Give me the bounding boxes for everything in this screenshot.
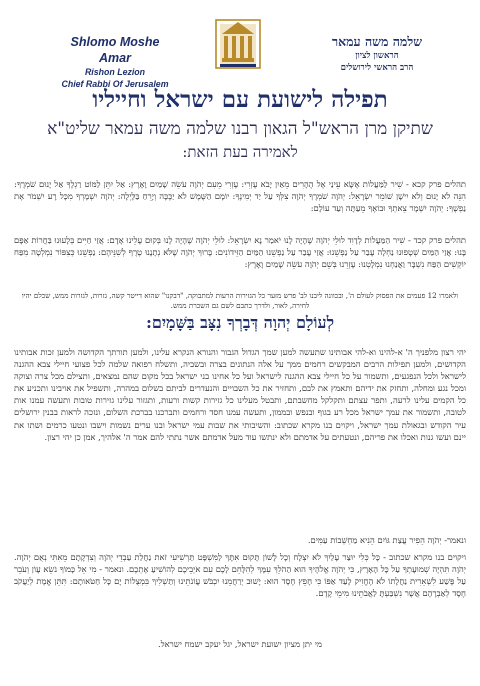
rabbi-title-english-1: Rishon Lezion xyxy=(84,67,146,77)
psalm-121-text: תהלים פרק קכא - שִׁיר לַמַּעֲלוֹת אֶשָּׂא עֵינַי אֶל הֶהָרִים מֵאַיִן יָבֹא עֶזְרִי: עֶזְרִי מֵעִם יְהֹוָה עֹשֵׂה שָׁמַיִם וָאָרֶץ: אַל יִתֵּן לַמּוֹט רַגְלֶךָ אַל יָנוּם שֹׁמְרֶךָ: הִנֵּה לֹא יָנוּם וְלֹא יִישָׁן שׁוֹמֵר יִשְׂרָאֵל: יְהֹוָה שֹׁמְרֶךָ יְהֹוָה צִלְּךָ עַל יַד יְמִינֶךָ: יוֹמָם הַשֶּׁמֶשׁ לֹא יַכֶּכָּה וְיָרֵחַ בַּלָּיְלָה: יְהֹוָה יִשְׁמָרְךָ מִכָּל רָע יִשְׁמֹר אֶת נַפְשֶׁךָ: יְהֹוָה יִשְׁמָר צֵאתְךָ וּבוֹאֶךָ מֵעַתָּה וְעַד עוֹלָם: xyxy=(14,179,466,214)
prayer-paragraph-scripture: ויקוים בנו מקרא שכתוב - כָּל כְּלִי יוּצַר עָלַיִךְ לֹא יִצְלָח וְכָל לָשׁוֹן תָּקוּם אִתָּךְ לַמִּשְׁפָּט תַּרְשִׁיעִי זֹאת נַחֲלַת עַבְדֵי יְהֹוָה וְצִדְקָתָם מֵאִתִּי נְאֻם יְהֹוָה. יְהֹוָה תִּהְיֶה שְׁמוּעָתְךָ עַל כָּל הָאָרֶץ, כִּי יְהֹוָה אֱלֹהֶיךָ הוּא הַהֹלֵךְ עִמָּךְ לְהִלָּחֵם לָכֶם עִם אֹיְבֵיכֶם לְהוֹשִׁיעַ אֶתְכֶם. ונאמר - מִי אֵל כָּמוֹךָ נֹשֵׂא עָוֹן וְעֹבֵר עַל פֶּשַׁע לִשְׁאֵרִית נַחֲלָתוֹ לֹא הֶחֱזִיק לָעַד אַפּוֹ כִּי חָפֵץ חֶסֶד הוּא: יָשׁוּב יְרַחֲמֵנוּ יִכְבֹּשׁ עֲוֹנֹתֵינוּ וְתַשְׁלִיךְ בִּמְצֻלוֹת יָם כָּל חַטֹּאותָם: תִּתֵּן אֱמֶת לְיַעֲקֹב חֶסֶד לְאַבְרָהָם אֲשֶׁר נִשְׁבַּעְתָּ לַאֲבֹתֵינוּ מִימֵי קֶדֶם. xyxy=(14,552,466,599)
prayer-paragraph-verse: ונאמר- יְהֹוָה הֵפִיר עֲצַת גּוֹיִם הֵנִיא מַחְשְׁבוֹת עַמִּים. xyxy=(307,535,466,545)
rabbi-title-hebrew-2: הרב הראשי לירושלים xyxy=(340,63,414,73)
header-english-block xyxy=(56,34,174,90)
rabbi-title-hebrew-1: הראשון לציון xyxy=(355,51,399,61)
rabbi-title-english-2: Chief Rabbi Of Jerusalem xyxy=(61,79,169,89)
rabbi-name-hebrew: שלמה משה עמאר xyxy=(331,34,423,49)
header-hebrew-block xyxy=(318,34,436,74)
prayer-instruction: לאמירה בעת הזאת: xyxy=(182,143,298,161)
prayer-main-title: תפילה לישועת עם ישראל וחייליו xyxy=(92,86,388,113)
prayer-paragraph-main: יהי רצון מלפניך ה' א-להינו וא-להי אבותינו שתעשה למען שמך הגדול הגבור והנורא הנקרא עלינו, ולמען תורתך הקדושה ולמען זכות אבותינו הקדושים, ולמען תפילות הרבים המבקשים רחמים ממך על אלה הנתונים בצרה ובשביה, ותשלח רפואה שלמה לכל פצועי חיילי צבא ההגנה לישראל ולכל הנפגעים, ותשמור על כל חיילי צבא ההגנה לישראל ועל כל אחינו בני ישראל בכל מקום שהם נמצאים, ותצילם מכל צרה וצוקה ומכל נגע ומחלה, ותחזק את ידיהם ותאמץ את לבם, ותחזיר את כל השבויים והנעדרים לביתם בשלום במהרה, ותשפיל את אויבינו ותכניע את כל הקמים עלינו לרעה, ותפר עצתם ותקלקל מחשבתם, ותבטל מעלינו כל גזירות קשות ורעות, ותגזור עלינו גזירות טובות ותעשה עמנו אות לטובה, ותשמור את עמך ישראל מכל רע בגוף ובנפש ובממון, ותעשה עמנו חסד ורחמים ותברכנו בברכת השלום, ונזכה לראות בבנין ירושלים עיר הקודש ובגאולת עמך ישראל, ויקוים בנו מקרא שכתוב: והשיבותי את שבות עמי ישראל ובנו ערים נשמות וישבו ונטעו כרמים ושתו את יינם ועשו גנות ואכלו את פריהם, ונטעתים על אדמתם ולא ינתשו עוד מעל אדמתם אשר נתתי להם אמר ה' אלהיך, אמן כן יהי רצון. xyxy=(14,347,466,442)
rabbi-name-english: Shlomo Moshe Amar xyxy=(70,35,160,65)
verse-heading: לְעוֹלָם יְהוָה דְּבָרְךָ נִצָּב בַּשָּׁמָיִם: xyxy=(145,313,335,332)
chief-rabbinate-emblem-icon xyxy=(212,12,264,72)
prayer-closing-line: מי יתן מציון ישועת ישראל, יגל יעקב ישמח ישראל. xyxy=(158,639,322,649)
psalm-124-text: תהלים פרק קכד - שִׁיר הַמַּעֲלוֹת לְדָוִד לוּלֵי יְהֹוָה שֶׁהָיָה לָנוּ יֹאמַר נָא יִשְׂרָאֵל: לוּלֵי יְהֹוָה שֶׁהָיָה לָנוּ בְּקוּם עָלֵינוּ אָדָם: אֲזַי חַיִּים בְּלָעוּנוּ בַּחֲרוֹת אַפָּם בָּנוּ: אֲזַי הַמַּיִם שְׁטָפוּנוּ נַחְלָה עָבַר עַל נַפְשֵׁנוּ: אֲזַי עָבַר עַל נַפְשֵׁנוּ הַמַּיִם הַזֵּידוֹנִים: בָּרוּךְ יְהֹוָה שֶׁלֹּא נְתָנָנוּ טֶרֶף לְשִׁנֵּיהֶם: נַפְשֵׁנוּ כְּצִפּוֹר נִמְלְטָה מִפַּח יוֹקְשִׁים הַפַּח נִשְׁבָּר וַאֲנַחְנוּ נִמְלָטְנוּ: עֶזְרֵנוּ בְּשֵׁם יְהֹוָה עֹשֵׂה שָׁמַיִם וָאָרֶץ: xyxy=(14,235,466,270)
prayer-subtitle: שתיקן מרן הראש"ל הגאון רבנו שלמה משה עמאר שליט"א xyxy=(47,119,433,139)
recitation-note: ולאמרו 12 פעמים את הפסוק לעולם ה', ובכוונה ליבנו לב' פרש מזער כל הגזירות הרעות למתבוקה, "דבקנו" שהוא דייטר קשה, גזרות, לגזרות ממש, שכלם יהיו לחירה, לאור, ולדרך כתבם לשם גם השכרת ממש. xyxy=(21,291,459,311)
